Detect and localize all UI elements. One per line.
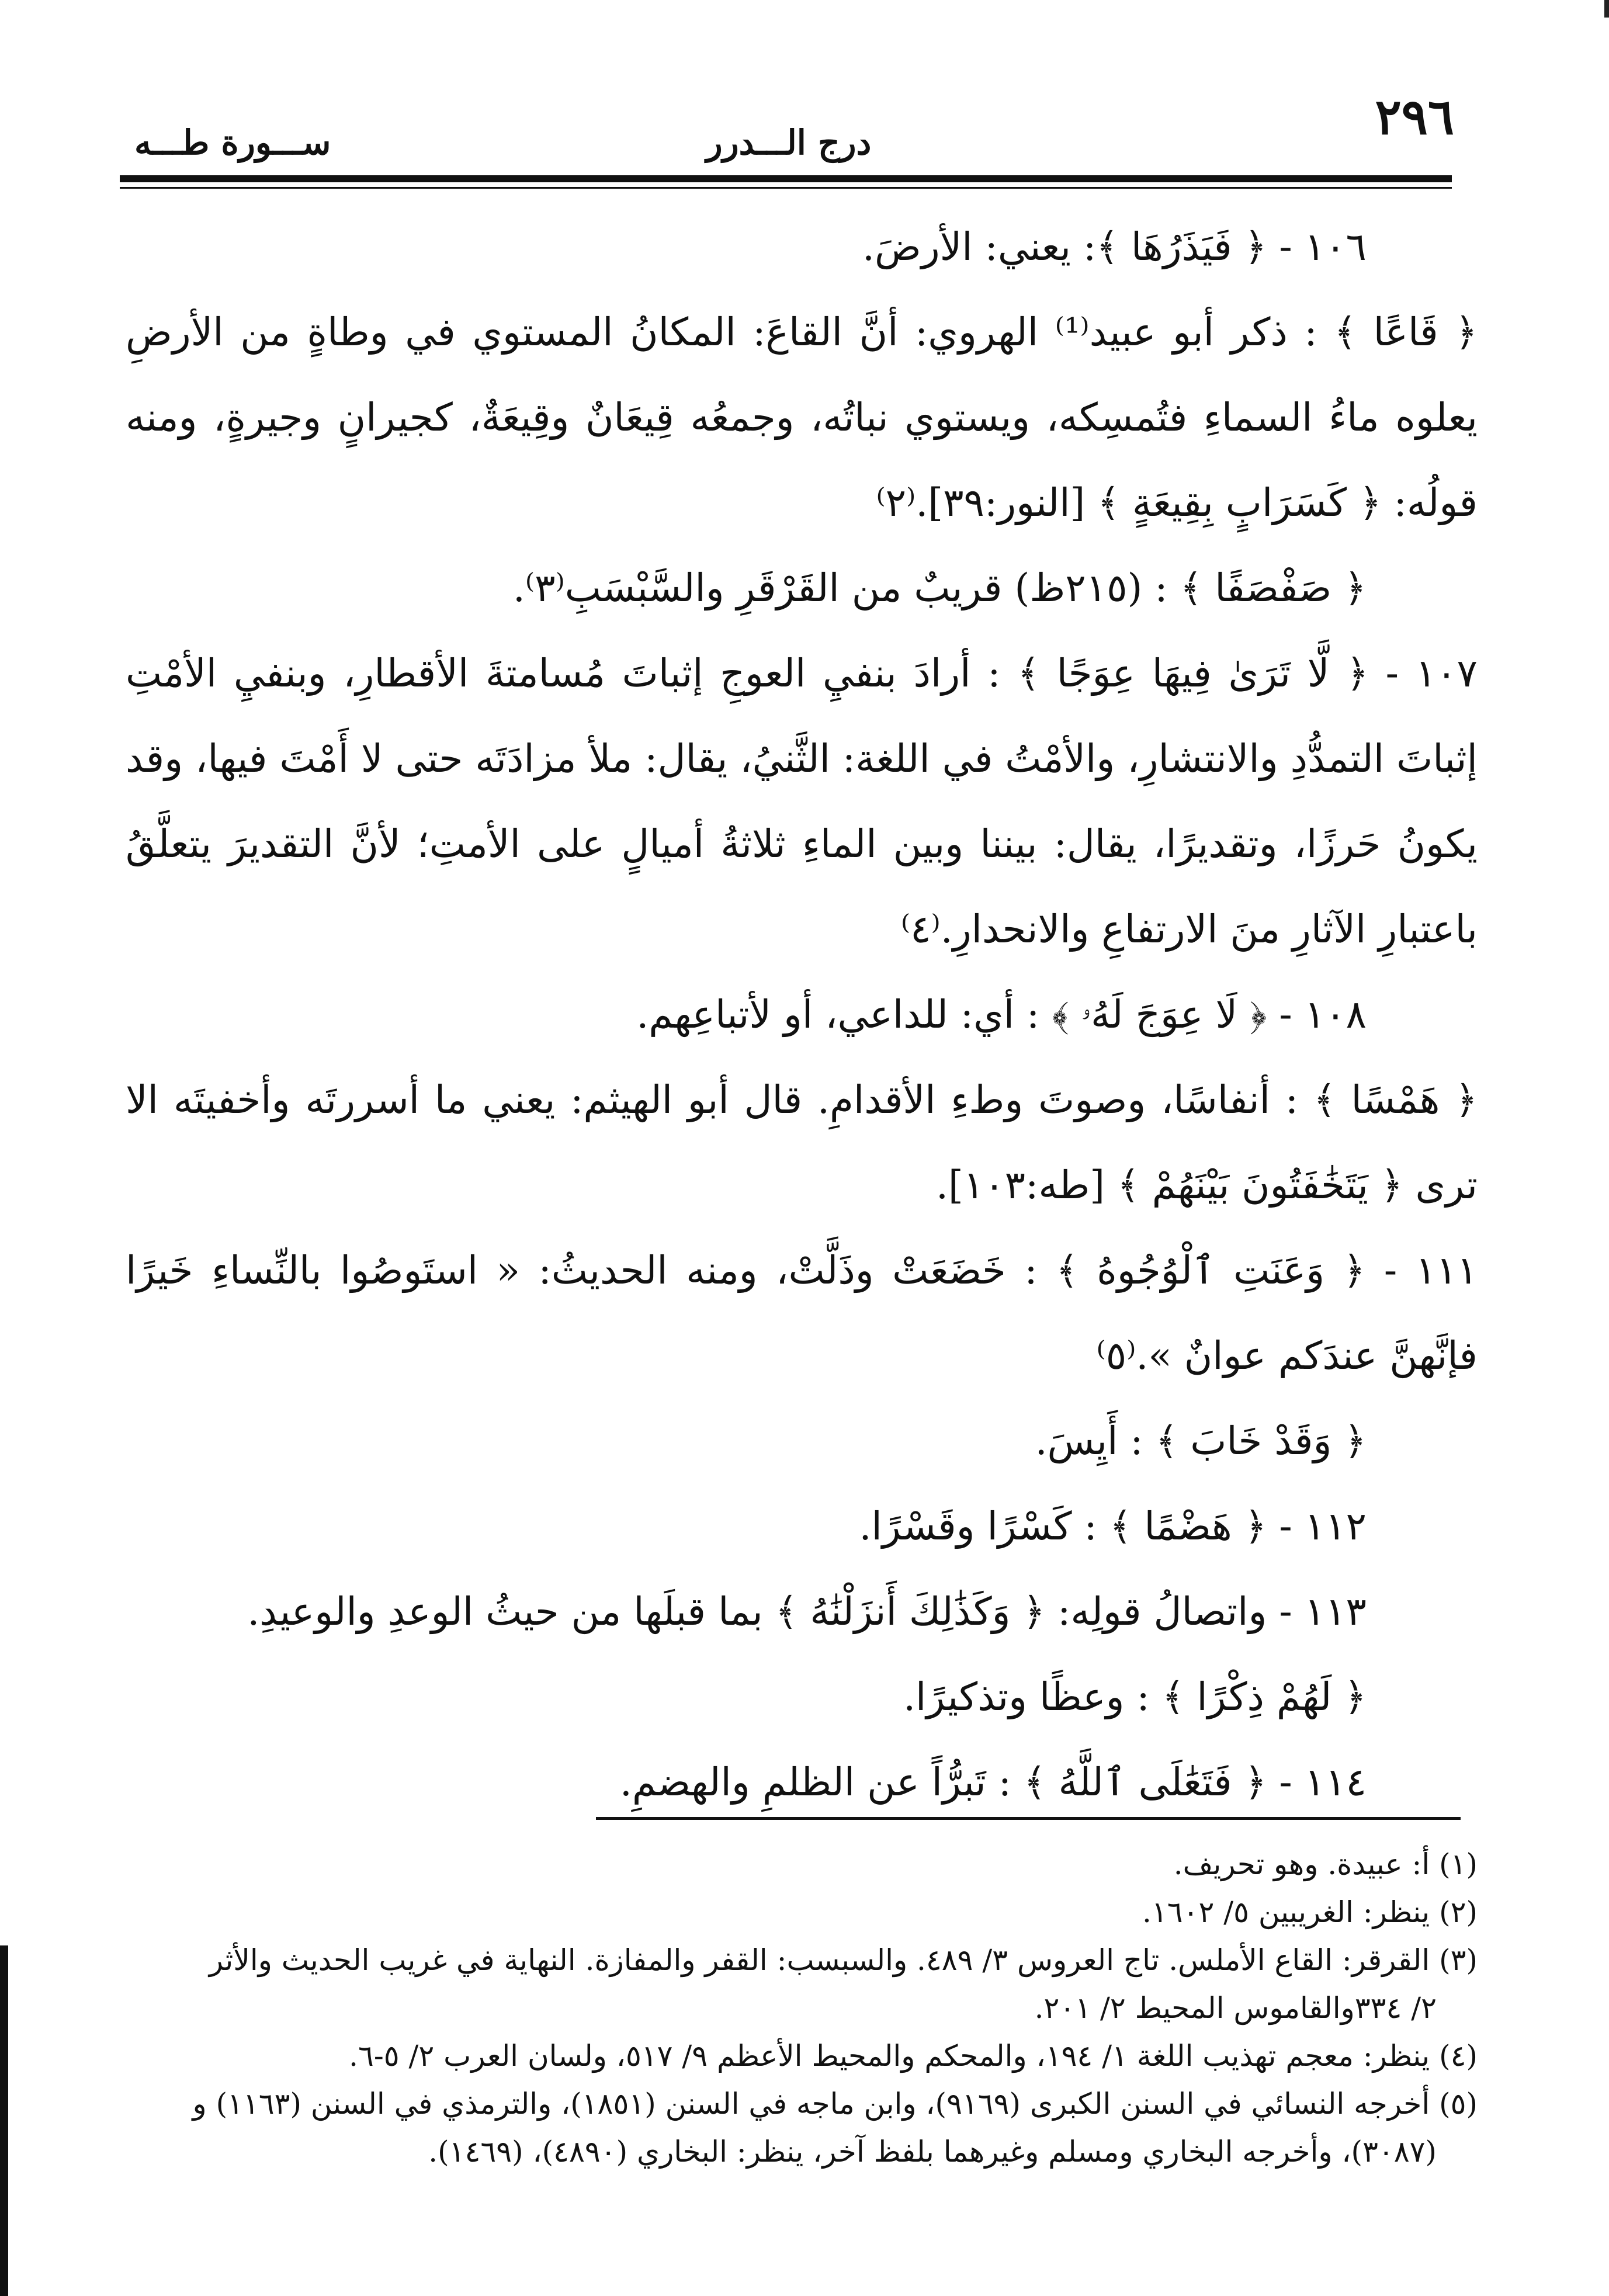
header-rule-thin <box>120 187 1452 189</box>
paragraph-112: ١١٢ - ﴿ هَضْمًا ﴾ : كَسْرًا وقَسْرًا. <box>859 1504 1367 1549</box>
paragraph-106: ١٠٦ - ﴿ فَيَذَرُهَا ﴾: يعني: الأرضَ. <box>862 224 1367 269</box>
surah-name: ســـورة طـــه <box>134 123 331 162</box>
scan-edge-shadow <box>0 1945 8 2296</box>
footnote-5: (٥) أخرجه النسائي في السنن الكبرى (٩١٦٩)، وابن ماجه في السنن (١٨٥١)، والترمذي في السنن (١١٦٣) و <box>192 2087 1478 2121</box>
paragraph-dhikra: ﴿ لَهُمْ ذِكْرًا ﴾ : وعظًا وتذكيرًا. <box>903 1674 1367 1719</box>
main-text <box>126 204 1478 1825</box>
book-title: درج الـــدرر <box>706 123 872 162</box>
scan-corner-mark <box>1604 0 1609 18</box>
footnote-5-continued: (٣٠٨٧)، وأخرجه البخاري ومسلم وغيرهما بلفظ آخر، ينظر: البخاري (٤٨٩٠)، (١٤٦٩). <box>428 2135 1437 2169</box>
paragraph-108: ١٠٨ - ﴿ لَا عِوَجَ لَهُۥ ﴾ : أي: للداعي، أو لأتباعِهم. <box>636 992 1367 1037</box>
footnote-separator <box>596 1817 1461 1820</box>
footnote-3: (٣) القرقر: القاع الأملس. تاج العروس ٣/ ٤٨٩. والسبسب: القفر والمفازة. النهاية في غريب الحديث والأثر <box>209 1943 1478 1977</box>
footnote-1: (١) أ: عبيدة. وهو تحريف. <box>1173 1847 1478 1881</box>
footnote-4: (٤) ينظر: معجم تهذيب اللغة ١/ ١٩٤، والمحكم والمحيط الأعظم ٩/ ٥١٧، ولسان العرب ٢/ ٥-٦. <box>349 2039 1478 2073</box>
paragraph-111: ١١١ - ﴿ وَعَنَتِ ٱلْوُجُوهُ ﴾ : خَضَعَتْ وذَلَّتْ، ومنه الحديثُ: « استَوصُوا بالنِّساءِ خَيرًا فإنَّهنَّ عندَكم عوانٌ ».⁽٥⁾ <box>126 1248 1478 1378</box>
paragraph-hamsa: ﴿ هَمْسًا ﴾ : أنفاسًا، وصوتَ وطءِ الأقدامِ. قال أبو الهيثم: يعني ما أسررتَه وأخفيتَه الا ترى ﴿ يَتَخَٰفَتُونَ بَيْنَهُمْ ﴾ [طه:١٠٣]. <box>126 1077 1478 1208</box>
paragraph-safsafa: ﴿ صَفْصَفًا ﴾ : (٢١٥ظ) قريبٌ من القَرْقَرِ والسَّبْسَبِ⁽٣⁾. <box>512 566 1367 611</box>
paragraph-113: ١١٣ - واتصالُ قولِه: ﴿ وَكَذَٰلِكَ أَنزَلْنَٰهُ ﴾ بما قبلَها من حيثُ الوعدِ والوعيدِ. <box>247 1589 1367 1634</box>
paragraph-107: ١٠٧ - ﴿ لَّا تَرَىٰ فِيهَا عِوَجًا ﴾ : أرادَ بنفيِ العوجِ إثباتَ مُسامتةَ الأقطارِ، وبنفيِ الأمْتِ إثباتَ التمدُّدِ والانتشارِ، والأمْتُ في اللغة: الثَّنيُ، يقال: ملأ مزادَتَه حتى لا أَمْتَ فيها، وقد يكونُ حَرزًا، وتقديرًا، يقال: بيننا وبين الماءِ ثلاثةُ أميالٍ على الأمتِ؛ لأنَّ التقديرَ يتعلَّقُ باعتبارِ الآثارِ منَ الارتفاعِ والانحدارِ.⁽٤⁾ <box>126 651 1478 952</box>
paragraph-114: ١١٤ - ﴿ فَتَعَٰلَى ٱللَّهُ ﴾ : تَبرُّاً عن الظلمِ والهضمِ. <box>619 1760 1367 1805</box>
paragraph-khaba: ﴿ وَقَدْ خَابَ ﴾ : أَيِسَ. <box>1035 1418 1367 1463</box>
page-number: ٢٩٦ <box>1375 88 1454 145</box>
footnote-3-continued: ٢/ ٣٣٤والقاموس المحيط ٢/ ٢٠١. <box>1034 1991 1437 2025</box>
footnote-2: (٢) ينظر: الغريبين ٥/ ١٦٠٢. <box>1142 1895 1478 1929</box>
header-rule-thick <box>120 175 1452 182</box>
footnotes <box>126 1840 1478 2176</box>
paragraph-qaan: ﴿ قَاعًا ﴾ : ذكر أبو عبيد⁽¹⁾ الهروي: أنَّ القاعَ: المكانُ المستوي في وطاةٍ من الأرضِ يعلوه ماءُ السماءِ فتُمسِكه، ويستوي نباتُه، وجمعُه قِيعَانٌ وقِيعَةٌ، كجيرانٍ وجيرةٍ، ومنه قولُه: ﴿ كَسَرَابٍ بِقِيعَةٍ ﴾ [النور:٣٩].⁽٢⁾ <box>126 310 1478 525</box>
